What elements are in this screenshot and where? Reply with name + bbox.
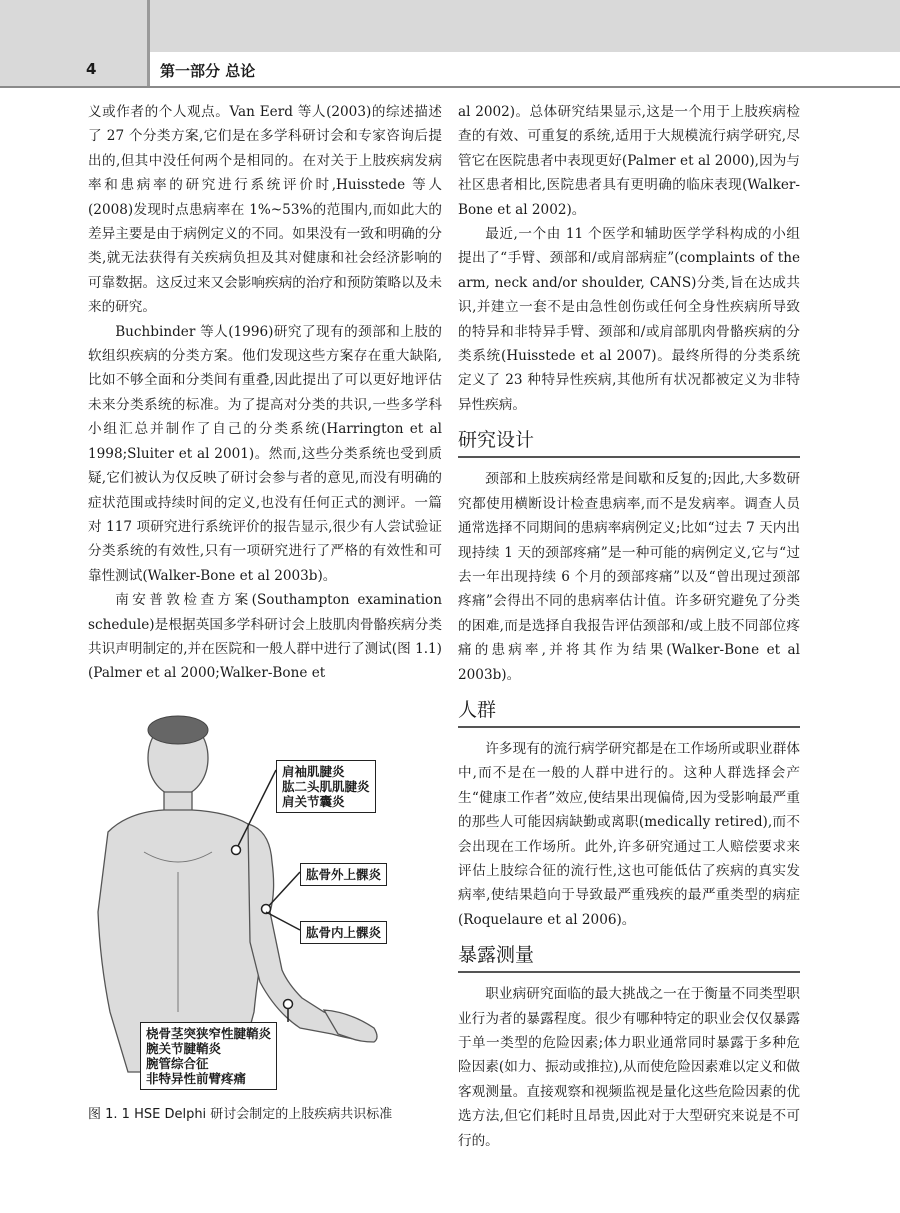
label-wrist-conditions [140,1022,277,1090]
label-medial-epicondylitis [300,921,387,944]
paragraph: al 2002)。总体研究结果显示,这是一个用于上肢疾病检查的有效、可重复的系统,适用于大规模流行病学研究,尽管它在医院患者中表现更好(Palmer et al 2000),因为与社区患者相比,医院患者具有更明确的临床表现(Walker-Bone et al 2002)。 [458,104,800,218]
header-rule [0,86,900,88]
label-line: 肱二头肌肌腱炎 [282,779,370,794]
label-shoulder-conditions [276,760,376,813]
label-line: 肩关节囊炎 [282,794,345,809]
paragraph: 许多现有的流行病学研究都是在工作场所或职业群体中,而不是在一般的人群中进行的。这种人群选择会产生“健康工作者”效应,使结果出现偏倚,因为受影响最严重的那些人可能因病缺勤或离职(medically retired),而不会出现在工作场所。此外,许多研究通过工人赔偿要求来评估上肢综合征的流行性,这也可能低估了疾病的真实发病率,使结果趋向于导致最严重残疾的最严重类型的病症(Roquelaure et al 2006)。 [458,740,800,928]
section-heading: 暴露测量 [458,940,800,973]
label-lateral-epicondylitis [300,863,387,886]
label-line: 非特异性前臂疼痛 [146,1071,247,1086]
page-number: 4 [86,60,97,78]
label-line: 肩袖肌腱炎 [282,764,345,779]
header-divider-vertical [147,0,150,88]
label-line: 腕关节腱鞘炎 [146,1041,222,1056]
part-title: 第一部分 总论 [160,62,256,80]
hair-shape [148,716,208,744]
figure-upper-limb [88,712,442,1102]
label-line: 腕管综合征 [146,1056,209,1071]
paragraph: 最近,一个由 11 个医学和辅助医学学科构成的小组提出了“手臂、颈部和/或肩部病症”(complaints of the arm, neck and/or shoulder, CANS)分类,旨在达成共识,并建立一套不是由急性创伤或任何全身性疾病所导致的特异和非特异手臂、颈部和/或肩部肌肉骨骼疾病的分类系统(Huisstede et al 2007)。最终所得的分类系统定义了 23 种特异性疾病,其他所有状况都被定义为非特异性疾病。 [458,226,800,413]
paragraph: Buchbinder 等人(1996)研究了现有的颈部和上肢的软组织疾病的分类方案。他们发现这些方案存在重大缺陷,比如不够全面和分类间有重叠,因此提出了可以更好地评估未来分类系统的标准。为了提高对分类的共识,一些多学科小组汇总并制作了自己的分类系统(Harrington et al 1998;Sluiter et al 2001)。然而,这些分类系统也受到质疑,它们被认为仅反映了研讨会参与者的意见,而没有明确的症状范围或持续时间的定义,也没有任何正式的测评。一篇对 117 项研究进行系统评价的报告显示,很少有人尝试验证分类系统的有效性,只有一项研究进行了严格的有效性和可靠性测试(Walker-Bone et al 2003b)。 [88,323,442,584]
header-shade-bar [150,0,900,52]
pointer-dot-wrist [284,1000,293,1009]
left-column [88,100,442,686]
label-line: 桡骨茎突狭窄性腱鞘炎 [146,1026,272,1041]
section-heading: 人群 [458,695,800,728]
neck-shape [164,792,192,812]
label-line: 肱骨内上髁炎 [306,925,382,940]
paragraph: 职业病研究面临的最大挑战之一在于衡量不同类型职业行为者的暴露程度。很少有哪种特定的职业会仅仅暴露于单一类型的危险因素;体力职业通常同时暴露于多种危险因素(如力、振动或推拉),从而使危险因素难以定义和做客观测量。直接观察和视频监视是量化这些危险因素的优选方法,但它们耗时且昂贵,因此对于大型研究来说是不可行的。 [458,986,800,1149]
paragraph: 颈部和上肢疾病经常是间歇和反复的;因此,大多数研究都使用横断设计检查患病率,而不是发病率。调查人员通常选择不同期间的患病率病例定义;比如“过去 7 天内出现持续 1 天的颈部疼痛”是一种可能的病例定义,它与“过去一年出现持续 6 个月的颈部疼痛”以及“曾出现过颈部疼痛”会得出不同的患病率估计值。许多研究避免了分类的困难,而是选择自我报告评估颈部和/或上肢不同部位疼痛的患病率,并将其作为结果(Walker-Bone et al 2003b)。 [458,471,800,683]
paragraph: 南安普敦检查方案(Southampton examination schedule)是根据英国多学科研讨会上肢肌肉骨骼疾病分类共识声明制定的,并在医院和一般人群中进行了测试(图 1.1)(Palmer et al 2000;Walker-Bone et [88,592,442,682]
figure-caption: 图 1. 1 HSE Delphi 研讨会制定的上肢疾病共识标准 [88,1107,393,1122]
pointer-dot-shoulder [232,846,241,855]
label-line: 肱骨外上髁炎 [306,867,382,882]
right-column [458,100,800,1153]
header-shade-left [0,0,147,86]
paragraph: 义或作者的个人观点。Van Eerd 等人(2003)的综述描述了 27 个分类方案,它们是在多学科研讨会和专家咨询后提出的,但其中没任何两个是相同的。在对关于上肢疾病发病率和患病率的研究进行系统评价时,Huisstede 等人(2008)发现时点患病率在 1%~53%的范围内,而如此大的差异主要是由于病例定义的不同。如果没有一致和明确的分类,就无法获得有关疾病负担及其对健康和社会经济影响的可靠数据。这反过来又会影响疾病的治疗和预防策略以及未来的研究。 [88,104,442,316]
section-heading: 研究设计 [458,425,800,458]
